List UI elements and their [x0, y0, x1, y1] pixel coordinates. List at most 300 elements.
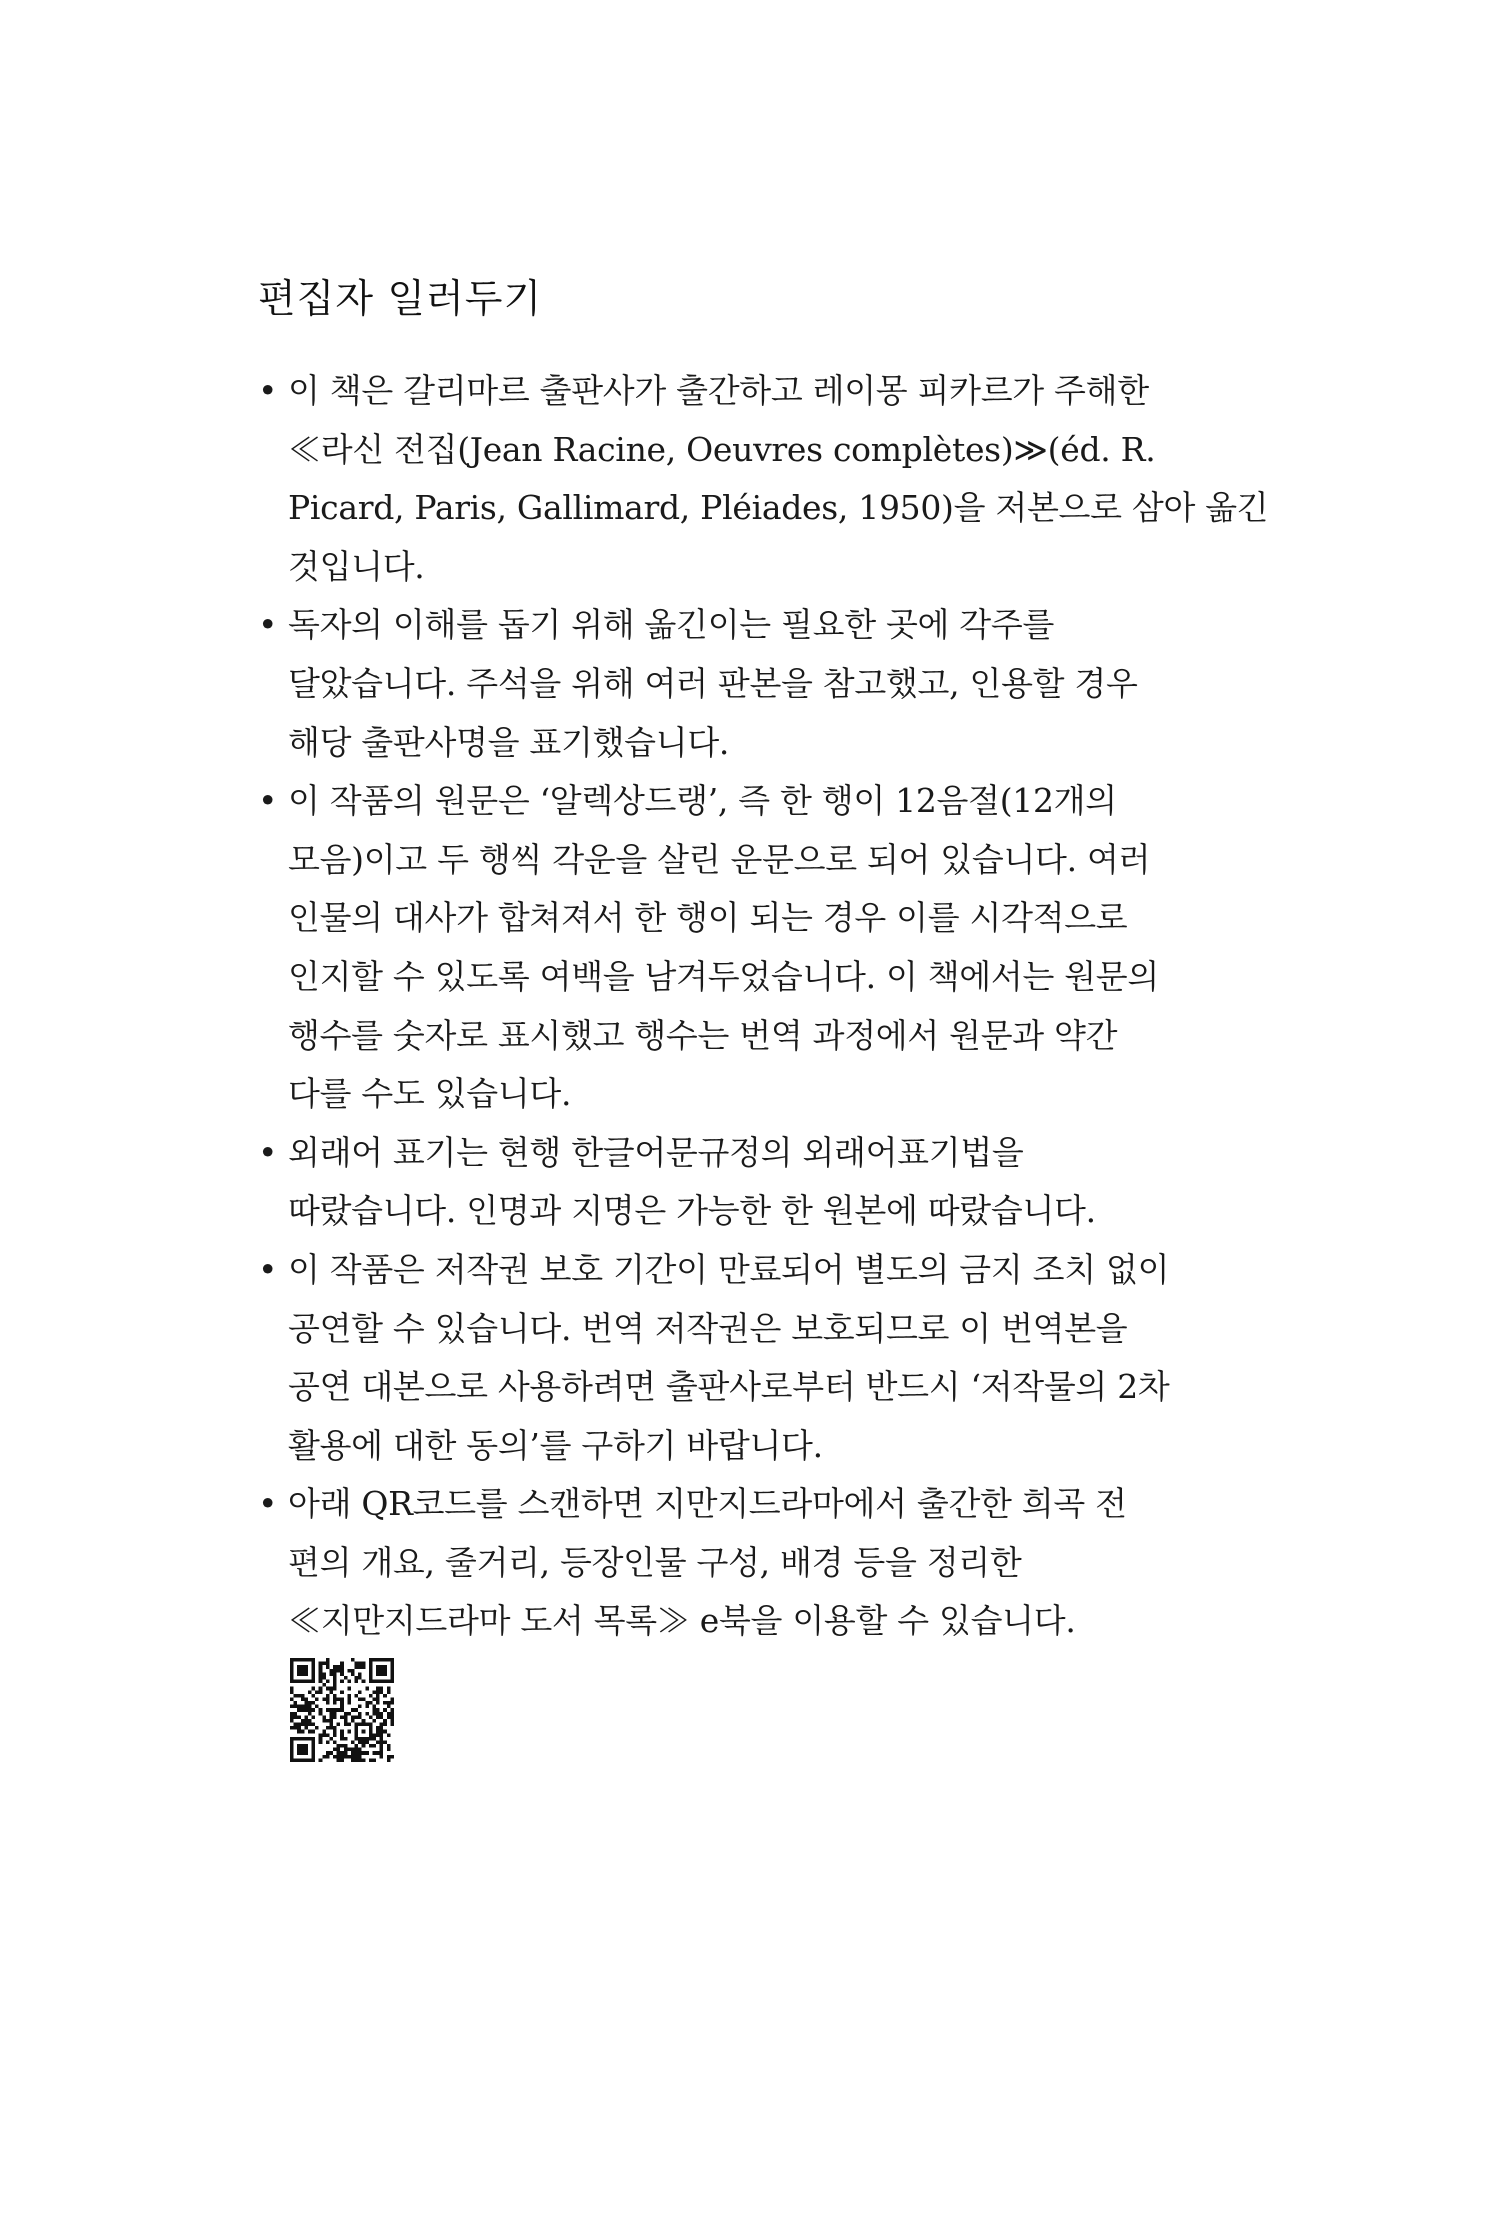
note-item	[258, 1475, 1258, 1651]
qr-module	[380, 1723, 384, 1727]
qr-module	[301, 1730, 305, 1734]
qr-module	[290, 1697, 294, 1701]
qr-module	[297, 1658, 301, 1662]
qr-module	[290, 1690, 294, 1694]
qr-module	[362, 1680, 366, 1684]
qr-module	[304, 1658, 308, 1662]
qr-module	[326, 1701, 330, 1705]
qr-module	[290, 1758, 294, 1762]
note-line: 인지할 수 있도록 여백을 남겨두었습니다. 이 책에서는 원문의	[288, 956, 1159, 996]
qr-module	[340, 1708, 344, 1712]
note-line: 공연할 수 있습니다. 번역 저작권은 보호되므로 이 번역본을	[288, 1308, 1128, 1348]
qr-module	[333, 1726, 337, 1730]
qr-module	[304, 1680, 308, 1684]
qr-module	[329, 1719, 333, 1723]
qr-module	[304, 1672, 308, 1676]
qr-module	[351, 1758, 355, 1762]
qr-module	[362, 1665, 366, 1669]
qr-module	[351, 1719, 355, 1723]
qr-module	[358, 1751, 362, 1755]
qr-module	[355, 1676, 359, 1680]
qr-module	[301, 1723, 305, 1727]
qr-module	[355, 1737, 359, 1741]
qr-module	[372, 1708, 376, 1712]
note-line: 아래 QR코드를 스캔하면 지만지드라마에서 출간한 희곡 전	[288, 1484, 1127, 1524]
qr-module	[358, 1740, 362, 1744]
qr-module	[358, 1676, 362, 1680]
qr-module	[308, 1737, 312, 1741]
qr-module	[319, 1669, 323, 1673]
qr-module	[340, 1715, 344, 1719]
qr-module	[351, 1755, 355, 1759]
note-line: 해당 출판사명을 표기했습니다.	[288, 722, 730, 762]
qr-module	[315, 1726, 319, 1730]
qr-module	[319, 1758, 323, 1762]
qr-module	[380, 1740, 384, 1744]
qr-module	[387, 1712, 391, 1716]
qr-module	[326, 1733, 330, 1737]
qr-module	[362, 1751, 366, 1755]
qr-module	[362, 1730, 366, 1734]
qr-module	[383, 1701, 387, 1705]
qr-module	[312, 1755, 316, 1759]
qr-module	[344, 1755, 348, 1759]
qr-module	[294, 1658, 298, 1662]
qr-module	[380, 1730, 384, 1734]
qr-module	[290, 1740, 294, 1744]
qr-module	[326, 1708, 330, 1712]
note-line: 독자의 이해를 돕기 위해 옮긴이는 필요한 곳에 각주를	[288, 605, 1055, 645]
qr-module	[304, 1751, 308, 1755]
qr-module	[376, 1726, 380, 1730]
qr-module	[358, 1755, 362, 1759]
qr-module	[347, 1697, 351, 1701]
qr-module	[329, 1690, 333, 1694]
qr-module	[369, 1758, 373, 1762]
qr-module	[380, 1748, 384, 1752]
qr-module	[333, 1672, 337, 1676]
qr-module	[358, 1665, 362, 1669]
qr-module	[344, 1751, 348, 1755]
qr-module	[290, 1680, 294, 1684]
qr-module	[322, 1676, 326, 1680]
qr-module	[369, 1733, 373, 1737]
note-line: 이 책은 갈리마르 출판사가 출간하고 레이몽 피카르가 주해한	[288, 371, 1149, 410]
qr-module	[301, 1672, 305, 1676]
qr-module	[387, 1748, 391, 1752]
qr-module	[380, 1680, 384, 1684]
qr-module	[358, 1705, 362, 1709]
qr-module	[383, 1708, 387, 1712]
qr-module	[326, 1740, 330, 1744]
qr-module	[304, 1701, 308, 1705]
qr-module	[301, 1719, 305, 1723]
qr-module	[294, 1758, 298, 1762]
qr-module	[369, 1669, 373, 1673]
qr-module	[308, 1701, 312, 1705]
qr-module	[358, 1758, 362, 1762]
qr-module	[344, 1723, 348, 1727]
qr-module	[340, 1697, 344, 1701]
qr-module	[390, 1712, 394, 1716]
qr-module	[312, 1687, 316, 1691]
qr-module	[376, 1694, 380, 1698]
qr-module	[351, 1715, 355, 1719]
qr-module	[326, 1719, 330, 1723]
qr-module	[294, 1694, 298, 1698]
qr-module	[387, 1733, 391, 1737]
qr-module	[322, 1715, 326, 1719]
qr-module	[301, 1758, 305, 1762]
qr-module	[301, 1669, 305, 1673]
qr-module	[301, 1708, 305, 1712]
qr-module	[319, 1665, 323, 1669]
qr-module	[380, 1737, 384, 1741]
qr-module	[297, 1694, 301, 1698]
qr-module	[333, 1676, 337, 1680]
qr-module	[304, 1758, 308, 1762]
qr-module	[369, 1680, 373, 1684]
qr-module	[304, 1723, 308, 1727]
qr-module	[297, 1672, 301, 1676]
qr-module	[340, 1705, 344, 1709]
qr-module	[340, 1701, 344, 1705]
qr-module	[333, 1669, 337, 1673]
qr-module	[344, 1744, 348, 1748]
qr-module	[387, 1690, 391, 1694]
qr-module	[365, 1705, 369, 1709]
qr-module	[333, 1712, 337, 1716]
qr-module	[344, 1715, 348, 1719]
qr-module	[290, 1737, 294, 1741]
qr-module	[390, 1719, 394, 1723]
qr-module	[340, 1758, 344, 1762]
qr-module	[304, 1737, 308, 1741]
qr-module	[344, 1676, 348, 1680]
qr-module	[376, 1740, 380, 1744]
qr-module	[308, 1758, 312, 1762]
qr-module	[322, 1755, 326, 1759]
qr-module	[329, 1672, 333, 1676]
qr-module	[301, 1694, 305, 1698]
qr-module	[372, 1758, 376, 1762]
qr-module	[333, 1665, 337, 1669]
qr-module	[297, 1751, 301, 1755]
qr-module	[312, 1737, 316, 1741]
qr-module	[319, 1740, 323, 1744]
qr-module	[319, 1687, 323, 1691]
qr-module	[290, 1751, 294, 1755]
qr-code-icon[interactable]	[290, 1658, 394, 1762]
qr-module	[358, 1690, 362, 1694]
qr-code-graphic	[290, 1658, 394, 1762]
qr-module	[347, 1694, 351, 1698]
qr-module	[372, 1658, 376, 1662]
qr-module	[329, 1726, 333, 1730]
qr-module	[301, 1744, 305, 1748]
qr-module	[369, 1737, 373, 1741]
qr-module	[390, 1669, 394, 1673]
qr-module	[376, 1751, 380, 1755]
qr-module	[337, 1758, 341, 1762]
note-line: Picard, Paris, Gallimard, Pléiades, 1950)을 저본으로 삼아 옮긴	[288, 488, 1269, 528]
note-line: 모음)이고 두 행씩 각운을 살린 운문으로 되어 있습니다. 여러	[288, 839, 1151, 879]
qr-module	[344, 1712, 348, 1716]
qr-module	[383, 1672, 387, 1676]
qr-module	[294, 1701, 298, 1705]
qr-module	[294, 1680, 298, 1684]
qr-module	[355, 1680, 359, 1684]
qr-module	[372, 1680, 376, 1684]
qr-module	[297, 1680, 301, 1684]
note-line: 편의 개요, 줄거리, 등장인물 구성, 배경 등을 정리한	[288, 1542, 1022, 1582]
qr-module	[365, 1751, 369, 1755]
qr-module	[322, 1672, 326, 1676]
qr-module	[290, 1726, 294, 1730]
qr-module	[319, 1733, 323, 1737]
qr-module	[365, 1737, 369, 1741]
qr-module	[294, 1705, 298, 1709]
qr-module	[294, 1737, 298, 1741]
qr-module	[297, 1726, 301, 1730]
qr-module	[326, 1680, 330, 1684]
qr-module	[304, 1748, 308, 1752]
qr-module	[376, 1687, 380, 1691]
qr-module	[333, 1683, 337, 1687]
qr-module	[369, 1744, 373, 1748]
qr-module	[351, 1748, 355, 1752]
qr-module	[351, 1669, 355, 1673]
qr-module	[333, 1748, 337, 1752]
qr-module	[329, 1712, 333, 1716]
qr-module	[304, 1705, 308, 1709]
qr-module	[347, 1755, 351, 1759]
qr-module	[322, 1683, 326, 1687]
qr-module	[333, 1740, 337, 1744]
qr-module	[290, 1676, 294, 1680]
qr-module	[340, 1730, 344, 1734]
qr-module	[340, 1662, 344, 1666]
qr-module	[312, 1758, 316, 1762]
qr-module	[304, 1697, 308, 1701]
qr-module	[304, 1719, 308, 1723]
qr-module	[362, 1723, 366, 1727]
qr-module	[383, 1719, 387, 1723]
note-line: 이 작품의 원문은 ‘알렉상드랭’, 즉 한 행이 12음절(12개의	[288, 781, 1117, 821]
qr-module	[290, 1687, 294, 1691]
qr-module	[376, 1690, 380, 1694]
qr-module	[319, 1712, 323, 1716]
qr-module	[372, 1744, 376, 1748]
qr-module	[340, 1744, 344, 1748]
qr-module	[340, 1669, 344, 1673]
qr-module	[365, 1723, 369, 1727]
qr-module	[322, 1662, 326, 1666]
bullet: •	[258, 1484, 278, 1524]
qr-module	[380, 1672, 384, 1676]
qr-module	[347, 1723, 351, 1727]
qr-module	[351, 1658, 355, 1662]
qr-module	[355, 1744, 359, 1748]
qr-module	[369, 1726, 373, 1730]
qr-module	[380, 1669, 384, 1673]
qr-module	[297, 1758, 301, 1762]
qr-module	[355, 1751, 359, 1755]
qr-module	[365, 1687, 369, 1691]
qr-module	[365, 1712, 369, 1716]
qr-module	[333, 1701, 337, 1705]
qr-module	[312, 1658, 316, 1662]
qr-module	[304, 1665, 308, 1669]
qr-module	[337, 1723, 341, 1727]
qr-module	[308, 1712, 312, 1716]
qr-module	[376, 1730, 380, 1734]
qr-module	[319, 1737, 323, 1741]
qr-module	[387, 1705, 391, 1709]
qr-module	[326, 1662, 330, 1666]
qr-module	[387, 1755, 391, 1759]
qr-module	[301, 1658, 305, 1662]
qr-module	[312, 1701, 316, 1705]
qr-module	[312, 1751, 316, 1755]
qr-module	[355, 1662, 359, 1666]
qr-module	[376, 1712, 380, 1716]
qr-module	[355, 1723, 359, 1727]
qr-module	[369, 1672, 373, 1676]
note-item	[258, 772, 1258, 1124]
qr-module	[333, 1715, 337, 1719]
qr-module	[355, 1755, 359, 1759]
bullet: •	[258, 1249, 278, 1289]
qr-module	[308, 1730, 312, 1734]
qr-module	[380, 1751, 384, 1755]
qr-module	[329, 1687, 333, 1691]
qr-module	[372, 1751, 376, 1755]
qr-module	[329, 1723, 333, 1727]
qr-module	[369, 1658, 373, 1662]
qr-module	[312, 1665, 316, 1669]
qr-module	[351, 1751, 355, 1755]
qr-module	[372, 1697, 376, 1701]
qr-module	[301, 1705, 305, 1709]
qr-module	[358, 1715, 362, 1719]
qr-module	[326, 1687, 330, 1691]
qr-module	[319, 1708, 323, 1712]
qr-module	[322, 1719, 326, 1723]
qr-module	[376, 1701, 380, 1705]
qr-module	[358, 1737, 362, 1741]
qr-module	[390, 1723, 394, 1727]
note-item	[258, 1124, 1258, 1241]
qr-module	[290, 1705, 294, 1709]
qr-module	[337, 1755, 341, 1759]
qr-module	[333, 1687, 337, 1691]
qr-module	[387, 1758, 391, 1762]
qr-module	[383, 1665, 387, 1669]
qr-module	[380, 1690, 384, 1694]
qr-module	[347, 1701, 351, 1705]
qr-module	[294, 1726, 298, 1730]
bullet: •	[258, 781, 278, 821]
qr-module	[358, 1748, 362, 1752]
qr-module	[319, 1662, 323, 1666]
qr-module	[351, 1708, 355, 1712]
qr-module	[337, 1748, 341, 1752]
qr-module	[308, 1719, 312, 1723]
qr-module	[319, 1680, 323, 1684]
qr-module	[358, 1723, 362, 1727]
qr-module	[355, 1733, 359, 1737]
note-item	[258, 362, 1269, 596]
qr-module	[365, 1701, 369, 1705]
qr-module	[297, 1723, 301, 1727]
qr-module	[390, 1672, 394, 1676]
note-line: 달았습니다. 주석을 위해 여러 판본을 참고했고, 인용할 경우	[288, 663, 1138, 703]
qr-module	[383, 1658, 387, 1662]
qr-module	[387, 1744, 391, 1748]
qr-module	[390, 1658, 394, 1662]
qr-module	[304, 1726, 308, 1730]
qr-module	[319, 1672, 323, 1676]
qr-module	[312, 1672, 316, 1676]
qr-module	[383, 1694, 387, 1698]
qr-module	[390, 1708, 394, 1712]
qr-module	[312, 1748, 316, 1752]
qr-module	[376, 1672, 380, 1676]
qr-module	[290, 1672, 294, 1676]
note-item	[258, 596, 1258, 772]
qr-module	[380, 1665, 384, 1669]
qr-module	[380, 1733, 384, 1737]
qr-module	[290, 1712, 294, 1716]
qr-module	[329, 1708, 333, 1712]
note-line: 따랐습니다. 인명과 지명은 가능한 한 원본에 따랐습니다.	[288, 1191, 1096, 1231]
qr-module	[380, 1712, 384, 1716]
qr-module	[351, 1672, 355, 1676]
qr-module	[390, 1701, 394, 1705]
qr-module	[337, 1751, 341, 1755]
qr-module	[329, 1737, 333, 1741]
qr-module	[387, 1687, 391, 1691]
qr-module	[390, 1680, 394, 1684]
qr-module	[294, 1715, 298, 1719]
note-line: 것입니다.	[288, 546, 425, 586]
qr-module	[333, 1733, 337, 1737]
qr-module	[372, 1719, 376, 1723]
qr-module	[297, 1744, 301, 1748]
qr-module	[390, 1715, 394, 1719]
qr-module	[301, 1680, 305, 1684]
qr-module	[294, 1712, 298, 1716]
qr-module	[329, 1751, 333, 1755]
qr-module	[344, 1719, 348, 1723]
qr-module	[355, 1715, 359, 1719]
bullet: •	[258, 371, 278, 410]
qr-module	[355, 1730, 359, 1734]
qr-module	[355, 1694, 359, 1698]
qr-module	[333, 1697, 337, 1701]
qr-module	[294, 1723, 298, 1727]
qr-module	[369, 1715, 373, 1719]
qr-module	[337, 1697, 341, 1701]
bullet: •	[258, 605, 278, 645]
qr-module	[301, 1748, 305, 1752]
qr-module	[329, 1669, 333, 1673]
qr-module	[326, 1665, 330, 1669]
qr-module	[290, 1669, 294, 1673]
qr-module	[362, 1740, 366, 1744]
note-line: 인물의 대사가 합쳐져서 한 행이 되는 경우 이를 시각적으로	[288, 898, 1128, 938]
